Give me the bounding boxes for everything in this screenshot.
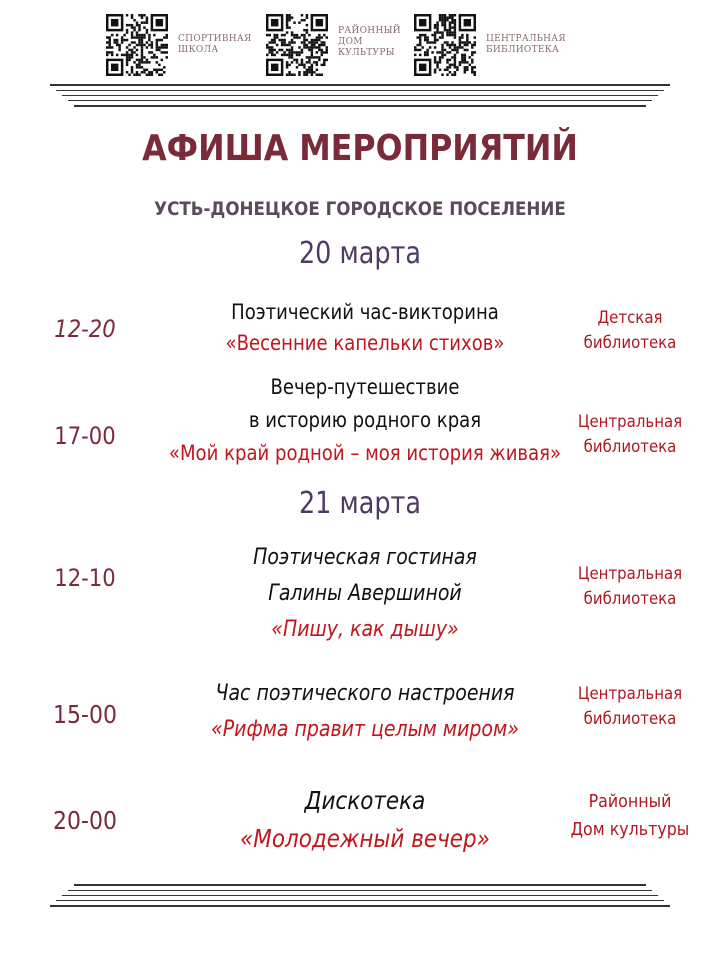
qr-code-sport-school[interactable]	[106, 14, 168, 76]
event-time: 17-00	[54, 422, 116, 450]
date-heading-day1: 20 марта	[298, 236, 422, 271]
event-title: «Молодежный вечер»	[240, 824, 490, 853]
qr-header	[0, 14, 720, 78]
event-description: Час поэтического настроения «Рифма правит целым миром»	[163, 676, 567, 748]
qr-code-central-library[interactable]	[414, 14, 476, 76]
event-title: «Мой край родной – моя история живая»	[168, 441, 562, 465]
event-time: 15-00	[53, 700, 117, 729]
event-title: «Рифма правит целым миром»	[211, 717, 519, 742]
bottom-divider	[50, 884, 670, 908]
event-time: 20-00	[53, 806, 117, 835]
event-description: Поэтическая гостиная Галины Авершиной «Пишу, как дышу»	[163, 540, 567, 648]
event-venue: Центральная библиотека	[577, 412, 683, 457]
date-heading-day2: 21 марта	[298, 486, 422, 521]
page-subtitle: УСТЬ-ДОНЕЦКОЕ ГОРОДСКОЕ ПОСЕЛЕНИЕ	[154, 198, 566, 220]
event-time: 12-10	[54, 564, 116, 592]
event-description: Поэтический час-викторина «Весенние капельки стихов»	[163, 297, 567, 359]
event-title: «Весенние капельки стихов»	[225, 331, 505, 355]
event-time: 12-20	[54, 315, 116, 343]
qr-label-sport-school: СПОРТИВНАЯ ШКОЛА	[178, 34, 252, 55]
qr-label-central-library: ЦЕНТРАЛЬНАЯ БИБЛИОТЕКА	[486, 34, 566, 55]
event-description: Вечер-путешествие в историю родного края «Мой край родной – моя история живая»	[163, 371, 567, 470]
event-description: Дискотека «Молодежный вечер»	[163, 782, 567, 858]
page-title: АФИША МЕРОПРИЯТИЙ	[142, 128, 578, 169]
event-title: «Пишу, как дышу»	[271, 617, 459, 642]
qr-label-culture-house: РАЙОННЫЙ ДОМ КУЛЬТУРЫ	[338, 26, 401, 58]
event-venue: Центральная библиотека	[577, 564, 683, 609]
event-venue: Центральная библиотека	[577, 684, 683, 729]
qr-code-culture-house[interactable]	[266, 14, 328, 76]
event-venue: Районный Дом культуры	[570, 791, 690, 840]
event-venue: Детская библиотека	[583, 308, 677, 353]
top-divider	[50, 84, 670, 108]
